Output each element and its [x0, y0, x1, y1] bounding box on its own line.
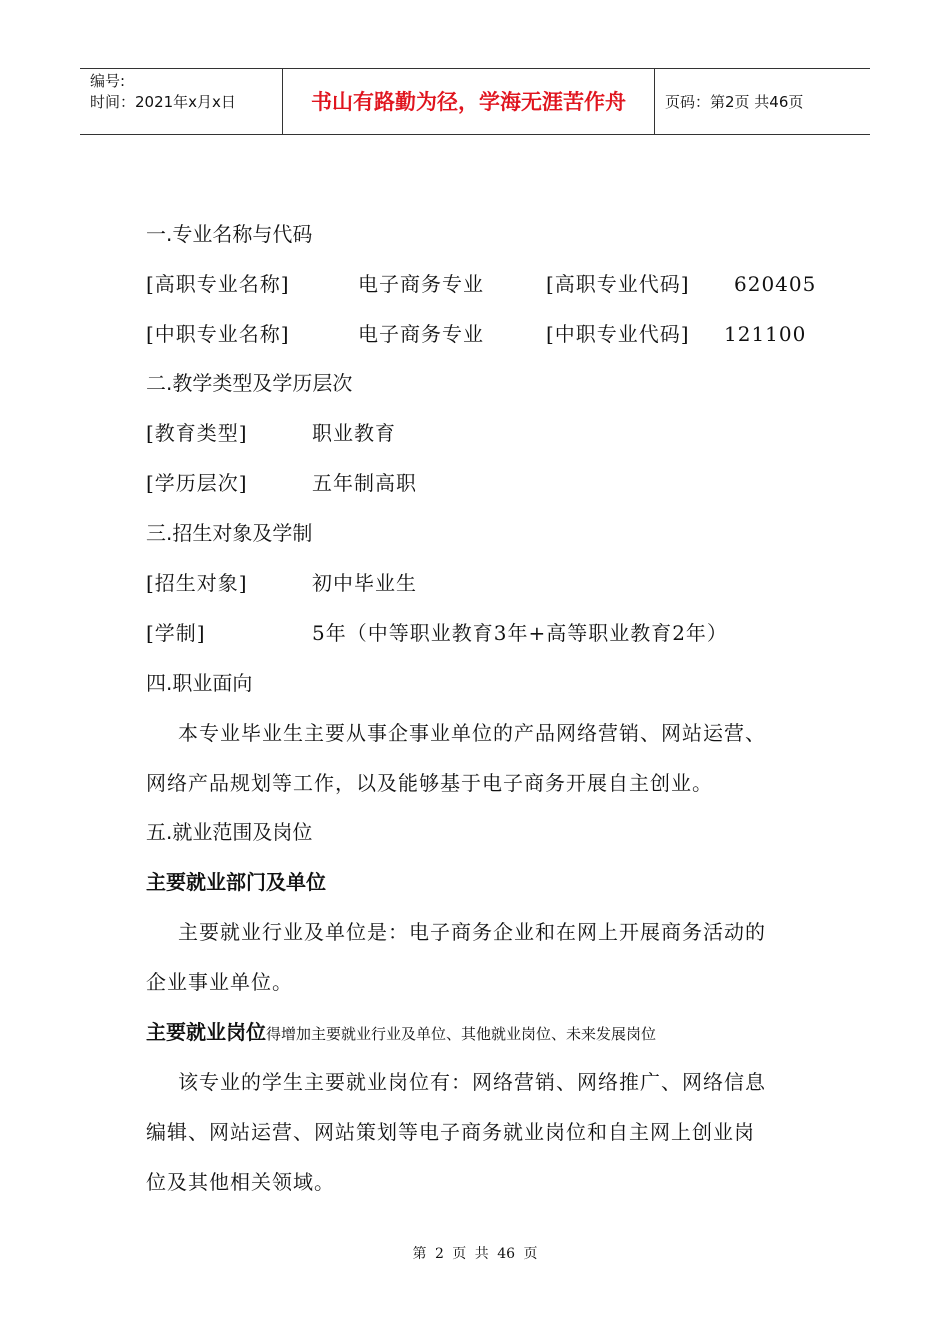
field-label: [中职专业代码]: [546, 322, 690, 346]
field-label: [招生对象]: [146, 571, 248, 595]
field-value: 620405: [734, 272, 817, 296]
doc-time-label: 时间：2021年x月x日: [90, 93, 236, 111]
field-label: [学历层次]: [146, 471, 248, 495]
subsection-title: 主要就业部门及单位: [146, 870, 326, 894]
field-value: 电子商务专业: [358, 272, 484, 296]
doc-code-label: 编号:: [90, 72, 126, 90]
field-value: 电子商务专业: [358, 322, 484, 346]
subsection-note: 得增加主要就业行业及单位、其他就业岗位、未来发展岗位: [266, 1025, 657, 1043]
paragraph-line: 主要就业行业及单位是：电子商务企业和在网上开展商务活动的: [178, 920, 766, 944]
field-value: 五年制高职: [312, 471, 417, 495]
paragraph-line: 该专业的学生主要就业岗位有：网络营销、网络推广、网络信息: [178, 1070, 766, 1094]
paragraph-line: 企业事业单位。: [146, 970, 293, 994]
field-value: 初中毕业生: [312, 571, 417, 595]
subsection-title: 主要就业岗位: [146, 1020, 266, 1044]
field-value: 5年（中等职业教育3年+高等职业教育2年）: [312, 621, 728, 645]
field-label: [学制]: [146, 621, 206, 645]
header-page-info: 页码：第2页 共46页: [665, 93, 804, 111]
field-value: 职业教育: [312, 421, 396, 445]
header-meta: [80, 69, 283, 134]
section-5-title: 五.就业范围及岗位: [146, 820, 313, 844]
paragraph-line: 位及其他相关领域。: [146, 1170, 335, 1194]
section-4-title: 四.职业面向: [146, 671, 253, 695]
section-2-title: 二.教学类型及学历层次: [146, 371, 353, 395]
subsection-heading: [146, 1018, 656, 1048]
page-header: [80, 68, 870, 135]
field-value: 121100: [724, 322, 807, 346]
header-motto: 书山有路勤为径，学海无涯苦作舟: [283, 69, 655, 134]
paragraph-line: 网络产品规划等工作，以及能够基于电子商务开展自主创业。: [146, 771, 713, 795]
section-1-title: 一.专业名称与代码: [146, 222, 313, 246]
paragraph-line: 编辑、网站运营、网站策划等电子商务就业岗位和自主网上创业岗: [146, 1120, 755, 1144]
field-label: [教育类型]: [146, 421, 248, 445]
section-3-title: 三.招生对象及学制: [146, 521, 313, 545]
paragraph-line: 本专业毕业生主要从事企事业单位的产品网络营销、网站运营、: [178, 721, 766, 745]
field-label: [高职专业名称]: [146, 272, 290, 296]
field-label: [中职专业名称]: [146, 322, 290, 346]
field-label: [高职专业代码]: [546, 272, 690, 296]
page-footer: 第 2 页 共 46 页: [412, 1246, 538, 1262]
